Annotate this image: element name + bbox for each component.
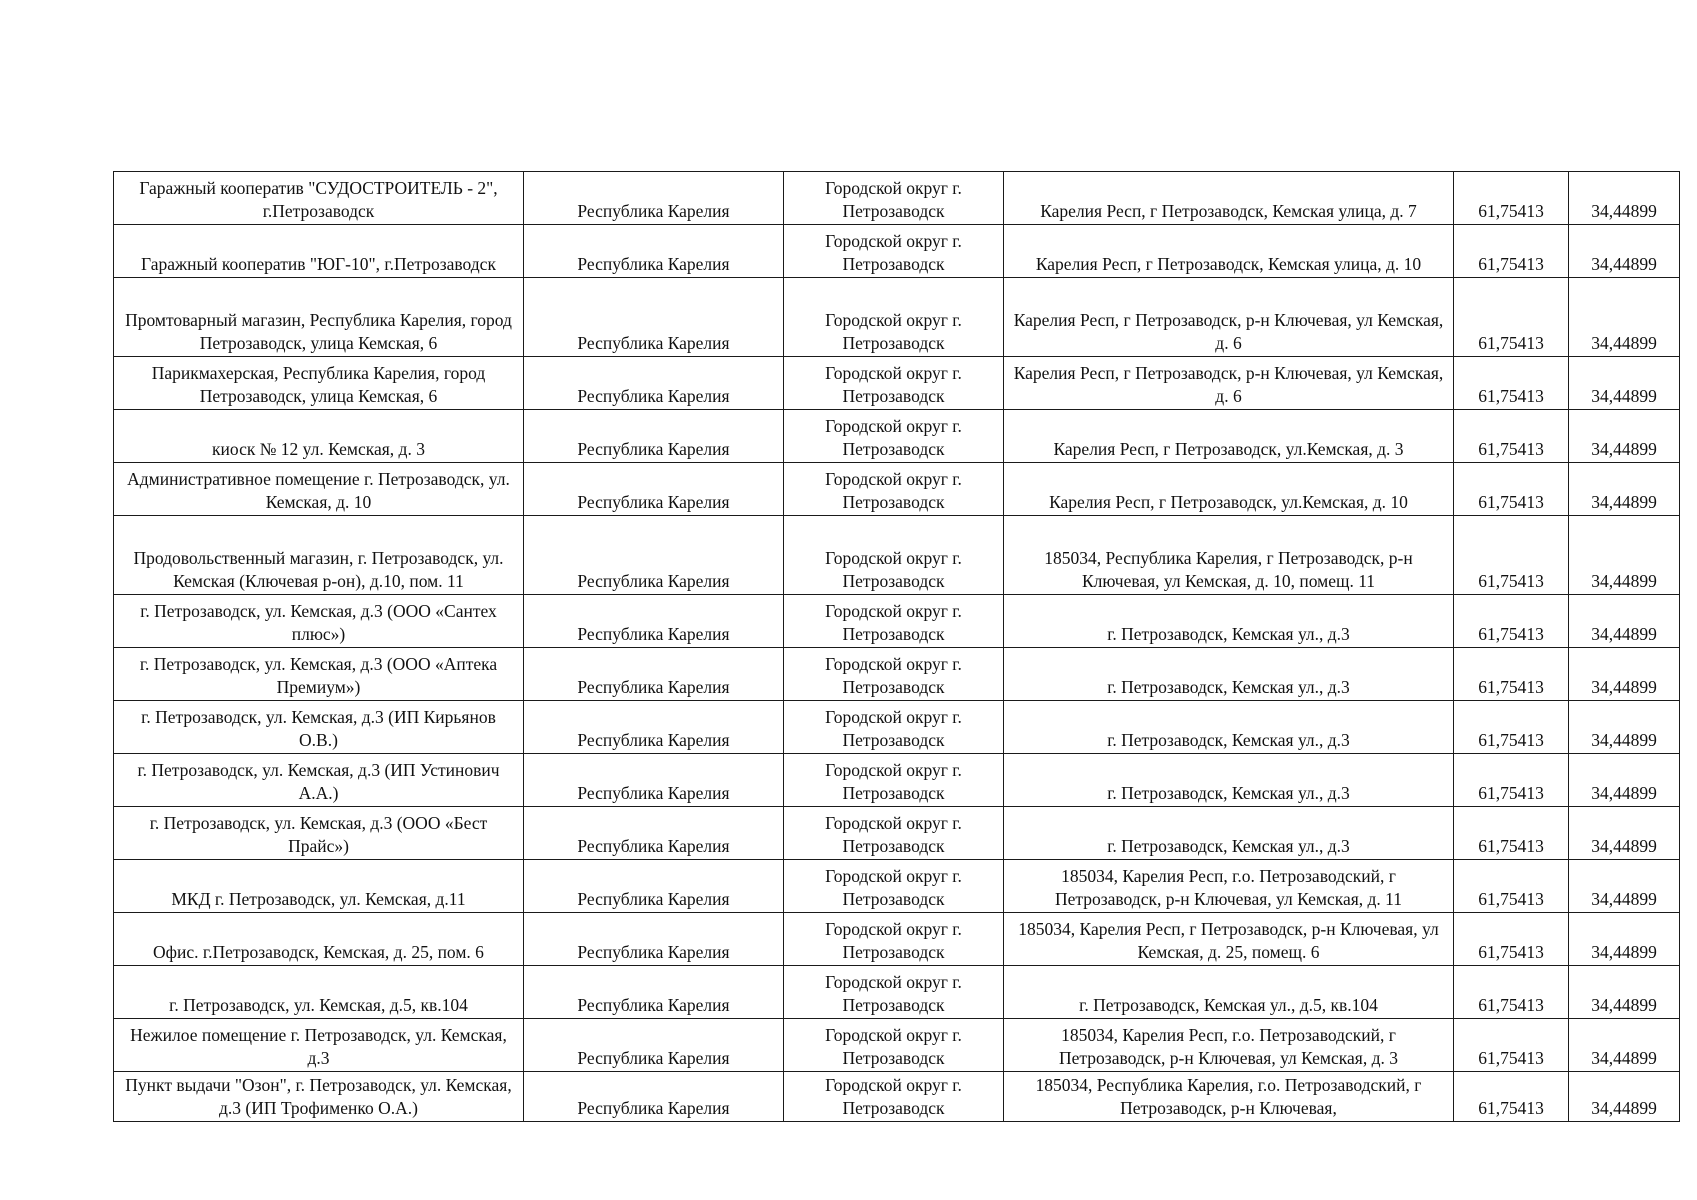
- table-row: [114, 516, 1680, 595]
- table-cell-latitude: 61,75413: [1454, 701, 1569, 754]
- table-cell-name: г. Петрозаводск, ул. Кемская, д.3 (ООО «Аптека Премиум»): [114, 648, 524, 701]
- table-cell-name: киоск № 12 ул. Кемская, д. 3: [114, 410, 524, 463]
- table-cell-address: 185034, Карелия Респ, г Петрозаводск, р-н Ключевая, ул Кемская, д. 25, помещ. 6: [1004, 913, 1454, 966]
- table-cell-municipality: Городской округ г. Петрозаводск: [784, 410, 1004, 463]
- table-row: [114, 410, 1680, 463]
- table-cell-latitude: 61,75413: [1454, 225, 1569, 278]
- table-cell-region: Республика Карелия: [524, 516, 784, 595]
- table-cell-municipality: Городской округ г. Петрозаводск: [784, 516, 1004, 595]
- table-cell-longitude: 34,44899: [1569, 701, 1680, 754]
- table-cell-municipality: Городской округ г. Петрозаводск: [784, 1072, 1004, 1122]
- table-cell-region: Республика Карелия: [524, 1072, 784, 1122]
- table-row: [114, 648, 1680, 701]
- table-cell-latitude: 61,75413: [1454, 966, 1569, 1019]
- table-cell-region: Республика Карелия: [524, 410, 784, 463]
- table-cell-region: Республика Карелия: [524, 357, 784, 410]
- table-cell-address: 185034, Карелия Респ, г.о. Петрозаводский, г Петрозаводск, р-н Ключевая, ул Кемская, д. 3: [1004, 1019, 1454, 1072]
- table-row: [114, 278, 1680, 357]
- table-cell-latitude: 61,75413: [1454, 1072, 1569, 1122]
- table-cell-latitude: 61,75413: [1454, 516, 1569, 595]
- table-cell-address: Карелия Респ, г Петрозаводск, ул.Кемская, д. 3: [1004, 410, 1454, 463]
- table-cell-name: г. Петрозаводск, ул. Кемская, д.3 (ООО «Бест Прайс»): [114, 807, 524, 860]
- table-cell-region: Республика Карелия: [524, 913, 784, 966]
- table-cell-latitude: 61,75413: [1454, 278, 1569, 357]
- table-cell-address: Карелия Респ, г Петрозаводск, Кемская улица, д. 10: [1004, 225, 1454, 278]
- table-cell-longitude: 34,44899: [1569, 807, 1680, 860]
- table-cell-longitude: 34,44899: [1569, 357, 1680, 410]
- table-cell-longitude: 34,44899: [1569, 278, 1680, 357]
- table-cell-municipality: Городской округ г. Петрозаводск: [784, 225, 1004, 278]
- table-cell-latitude: 61,75413: [1454, 754, 1569, 807]
- table-cell-municipality: Городской округ г. Петрозаводск: [784, 357, 1004, 410]
- table-cell-name: Промтоварный магазин, Республика Карелия, город Петрозаводск, улица Кемская, 6: [114, 278, 524, 357]
- table-cell-latitude: 61,75413: [1454, 1019, 1569, 1072]
- registry-table: [113, 171, 1680, 1122]
- table-row: [114, 1072, 1680, 1122]
- table-row: [114, 913, 1680, 966]
- table-cell-name: Административное помещение г. Петрозаводск, ул. Кемская, д. 10: [114, 463, 524, 516]
- table-row: [114, 754, 1680, 807]
- table-cell-municipality: Городской округ г. Петрозаводск: [784, 807, 1004, 860]
- table-cell-municipality: Городской округ г. Петрозаводск: [784, 463, 1004, 516]
- table-cell-address: г. Петрозаводск, Кемская ул., д.3: [1004, 595, 1454, 648]
- table-row: [114, 225, 1680, 278]
- table-cell-address: 185034, Республика Карелия, г.о. Петрозаводский, г Петрозаводск, р-н Ключевая,: [1004, 1072, 1454, 1122]
- table-cell-name: Нежилое помещение г. Петрозаводск, ул. Кемская, д.3: [114, 1019, 524, 1072]
- table-cell-region: Республика Карелия: [524, 172, 784, 225]
- table-row: [114, 1019, 1680, 1072]
- table-cell-municipality: Городской округ г. Петрозаводск: [784, 860, 1004, 913]
- table-row: [114, 172, 1680, 225]
- table-cell-longitude: 34,44899: [1569, 225, 1680, 278]
- table-cell-address: г. Петрозаводск, Кемская ул., д.3: [1004, 807, 1454, 860]
- table-cell-name: г. Петрозаводск, ул. Кемская, д.3 (ИП Устинович А.А.): [114, 754, 524, 807]
- table-cell-region: Республика Карелия: [524, 860, 784, 913]
- table-cell-latitude: 61,75413: [1454, 860, 1569, 913]
- table-cell-municipality: Городской округ г. Петрозаводск: [784, 648, 1004, 701]
- table-cell-longitude: 34,44899: [1569, 1019, 1680, 1072]
- table-cell-region: Республика Карелия: [524, 278, 784, 357]
- table-cell-latitude: 61,75413: [1454, 807, 1569, 860]
- table-cell-name: МКД г. Петрозаводск, ул. Кемская, д.11: [114, 860, 524, 913]
- table-cell-region: Республика Карелия: [524, 807, 784, 860]
- table-cell-longitude: 34,44899: [1569, 966, 1680, 1019]
- table-row: [114, 807, 1680, 860]
- table-cell-region: Республика Карелия: [524, 966, 784, 1019]
- table-cell-municipality: Городской округ г. Петрозаводск: [784, 1019, 1004, 1072]
- table-cell-latitude: 61,75413: [1454, 648, 1569, 701]
- table-row: [114, 701, 1680, 754]
- table-cell-municipality: Городской округ г. Петрозаводск: [784, 278, 1004, 357]
- table-cell-longitude: 34,44899: [1569, 860, 1680, 913]
- table-cell-longitude: 34,44899: [1569, 595, 1680, 648]
- table-row: [114, 595, 1680, 648]
- table-cell-latitude: 61,75413: [1454, 595, 1569, 648]
- table-row: [114, 966, 1680, 1019]
- table-cell-longitude: 34,44899: [1569, 410, 1680, 463]
- table-cell-address: 185034, Карелия Респ, г.о. Петрозаводский, г Петрозаводск, р-н Ключевая, ул Кемская, д. 11: [1004, 860, 1454, 913]
- table-cell-address: Карелия Респ, г Петрозаводск, ул.Кемская, д. 10: [1004, 463, 1454, 516]
- table-cell-latitude: 61,75413: [1454, 357, 1569, 410]
- table-cell-name: г. Петрозаводск, ул. Кемская, д.3 (ООО «Сантех плюс»): [114, 595, 524, 648]
- table-cell-latitude: 61,75413: [1454, 913, 1569, 966]
- table-cell-name: Офис. г.Петрозаводск, Кемская, д. 25, пом. 6: [114, 913, 524, 966]
- table-cell-name: Парикмахерская, Республика Карелия, город Петрозаводск, улица Кемская, 6: [114, 357, 524, 410]
- table-cell-region: Республика Карелия: [524, 463, 784, 516]
- table-cell-name: г. Петрозаводск, ул. Кемская, д.5, кв.104: [114, 966, 524, 1019]
- table-cell-name: Продовольственный магазин, г. Петрозаводск, ул. Кемская (Ключевая р-он), д.10, пом. 11: [114, 516, 524, 595]
- table-cell-longitude: 34,44899: [1569, 1072, 1680, 1122]
- table-cell-municipality: Городской округ г. Петрозаводск: [784, 595, 1004, 648]
- table-cell-longitude: 34,44899: [1569, 463, 1680, 516]
- table-cell-latitude: 61,75413: [1454, 463, 1569, 516]
- table-cell-longitude: 34,44899: [1569, 648, 1680, 701]
- table-cell-municipality: Городской округ г. Петрозаводск: [784, 172, 1004, 225]
- table-cell-municipality: Городской округ г. Петрозаводск: [784, 966, 1004, 1019]
- table-cell-latitude: 61,75413: [1454, 172, 1569, 225]
- table-cell-name: Пункт выдачи "Озон", г. Петрозаводск, ул. Кемская, д.3 (ИП Трофименко О.А.): [114, 1072, 524, 1122]
- table-cell-name: Гаражный кооператив "СУДОСТРОИТЕЛЬ - 2", г.Петрозаводск: [114, 172, 524, 225]
- table-cell-municipality: Городской округ г. Петрозаводск: [784, 913, 1004, 966]
- table-cell-longitude: 34,44899: [1569, 172, 1680, 225]
- table-cell-address: 185034, Республика Карелия, г Петрозаводск, р-н Ключевая, ул Кемская, д. 10, помещ. 11: [1004, 516, 1454, 595]
- table-cell-name: Гаражный кооператив "ЮГ-10", г.Петрозаводск: [114, 225, 524, 278]
- registry-table-body: [114, 172, 1680, 1122]
- table-cell-longitude: 34,44899: [1569, 913, 1680, 966]
- table-cell-longitude: 34,44899: [1569, 516, 1680, 595]
- table-cell-address: Карелия Респ, г Петрозаводск, р-н Ключевая, ул Кемская, д. 6: [1004, 357, 1454, 410]
- table-row: [114, 860, 1680, 913]
- table-cell-region: Республика Карелия: [524, 595, 784, 648]
- table-cell-region: Республика Карелия: [524, 754, 784, 807]
- table-cell-address: г. Петрозаводск, Кемская ул., д.5, кв.104: [1004, 966, 1454, 1019]
- table-cell-address: Карелия Респ, г Петрозаводск, р-н Ключевая, ул Кемская, д. 6: [1004, 278, 1454, 357]
- table-row: [114, 357, 1680, 410]
- table-cell-region: Республика Карелия: [524, 648, 784, 701]
- table-cell-region: Республика Карелия: [524, 225, 784, 278]
- table-cell-region: Республика Карелия: [524, 701, 784, 754]
- table-cell-longitude: 34,44899: [1569, 754, 1680, 807]
- table-cell-latitude: 61,75413: [1454, 410, 1569, 463]
- table-cell-address: г. Петрозаводск, Кемская ул., д.3: [1004, 648, 1454, 701]
- table-cell-address: Карелия Респ, г Петрозаводск, Кемская улица, д. 7: [1004, 172, 1454, 225]
- table-row: [114, 463, 1680, 516]
- table-cell-municipality: Городской округ г. Петрозаводск: [784, 701, 1004, 754]
- table-cell-name: г. Петрозаводск, ул. Кемская, д.3 (ИП Кирьянов О.В.): [114, 701, 524, 754]
- table-cell-region: Республика Карелия: [524, 1019, 784, 1072]
- table-cell-address: г. Петрозаводск, Кемская ул., д.3: [1004, 754, 1454, 807]
- table-cell-address: г. Петрозаводск, Кемская ул., д.3: [1004, 701, 1454, 754]
- table-cell-municipality: Городской округ г. Петрозаводск: [784, 754, 1004, 807]
